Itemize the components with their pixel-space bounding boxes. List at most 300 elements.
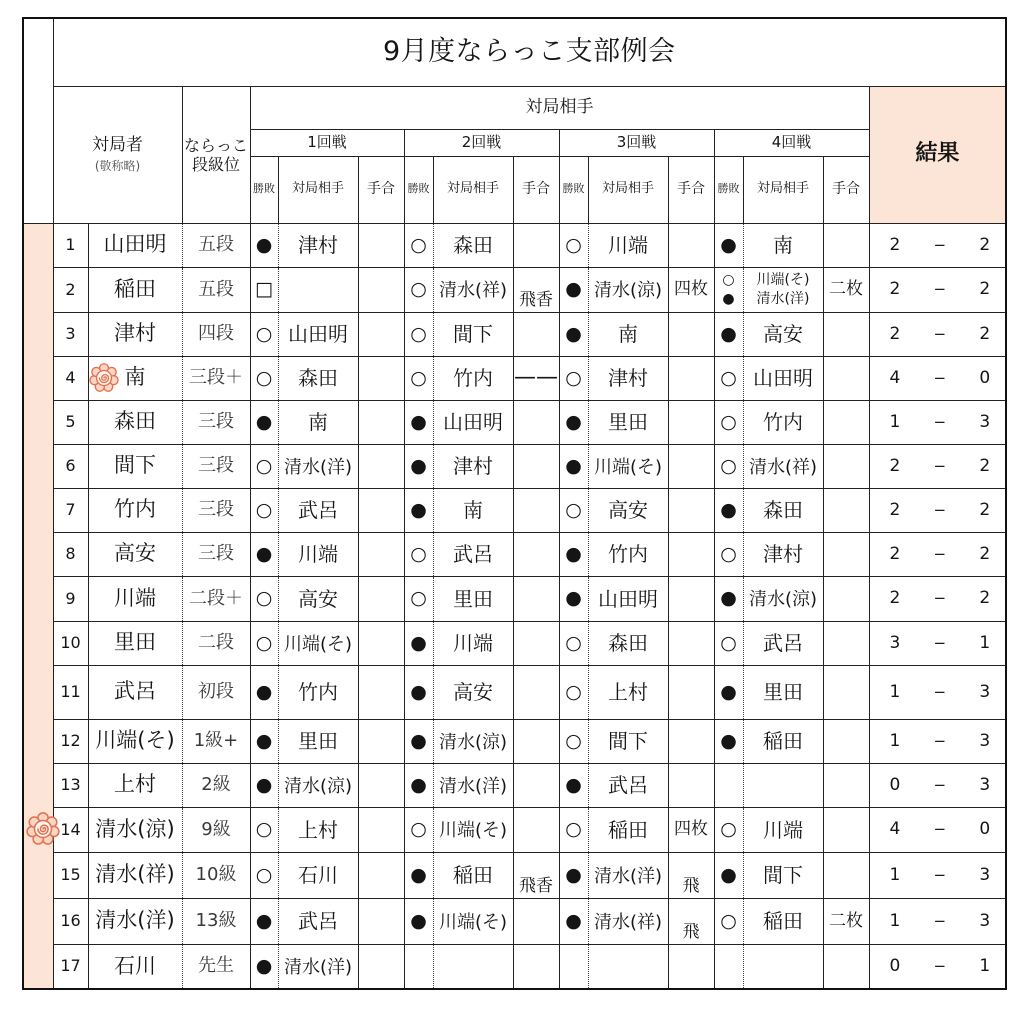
loss-count: 2 [979, 455, 991, 476]
game-handicap-cell [513, 312, 559, 356]
sub-header-handicap: 手合 [513, 156, 559, 223]
game-handicap-cell [668, 665, 714, 719]
game-opponent-cell [433, 400, 513, 444]
score-separator: − [933, 957, 947, 975]
game-handicap-cell [823, 576, 869, 621]
score [870, 501, 1006, 520]
game-handicap-cell [358, 400, 404, 444]
results-body [23, 223, 1006, 989]
player-name: 清水(祥) [95, 862, 175, 887]
player-number: 15 [53, 852, 88, 898]
loss-count: 2 [979, 323, 991, 344]
score-cell [869, 576, 1006, 621]
game-result-mark: ○ [255, 818, 273, 841]
loss-count: 3 [979, 864, 991, 885]
rank-header-line2: 段級位 [191, 154, 240, 174]
game-opponent-cell [278, 312, 358, 356]
game-result-mark: ○ [410, 366, 427, 389]
game-opponent: 山田明 [598, 586, 658, 611]
score-separator: − [933, 731, 947, 750]
game-opponent-cell [433, 719, 513, 763]
game-opponent-cell [588, 719, 668, 763]
loss-count: 3 [979, 730, 991, 751]
game-result-mark: ● [410, 729, 427, 752]
player-rank: 三段＋ [182, 356, 250, 400]
score-separator: − [933, 324, 947, 343]
player-rank: 二段 [182, 621, 250, 665]
game-result-cell [714, 267, 743, 312]
game-result-mark: ○ [720, 631, 737, 654]
game-handicap: 飛香 [519, 289, 553, 310]
game-result-cell [714, 763, 743, 807]
score-separator: − [933, 775, 947, 794]
score [870, 545, 1006, 564]
game-result-cell [250, 444, 278, 488]
opponents-header: 対局相手 [250, 86, 869, 129]
player-number: 17 [53, 944, 88, 989]
game-handicap-cell [513, 807, 559, 852]
game-handicap-cell [823, 807, 869, 852]
table-row [23, 312, 1006, 356]
table-row [23, 763, 1006, 807]
game-result-cell [559, 223, 588, 267]
game-result-cell [250, 719, 278, 763]
game-opponent: 武呂 [453, 542, 493, 566]
game-handicap-cell [513, 944, 559, 989]
win-count: 1 [889, 910, 901, 931]
game-opponent: 森田 [763, 498, 803, 522]
game-handicap-cell [668, 356, 714, 400]
game-result-mark: ● [255, 233, 273, 256]
win-count: 2 [889, 588, 901, 609]
game-handicap-cell [358, 488, 404, 532]
loss-count: 2 [979, 279, 991, 300]
player-name: 竹内 [114, 497, 156, 522]
game-result-cell [559, 852, 588, 898]
score-cell [869, 944, 1006, 989]
game-handicap-cell [513, 223, 559, 267]
score-cell [869, 898, 1006, 944]
score-separator: − [933, 544, 947, 563]
game-result-cell [250, 532, 278, 576]
player-name-cell [88, 532, 182, 576]
game-result-cell [559, 719, 588, 763]
score [870, 369, 1006, 388]
game-result-mark: ● [565, 410, 582, 433]
player-rank: 9級 [182, 807, 250, 852]
table-row [23, 223, 1006, 267]
round-4-header: 4回戦 [714, 129, 869, 156]
score-separator: − [933, 280, 947, 299]
game-opponent-cell [278, 763, 358, 807]
player-number: 5 [53, 400, 88, 444]
game-opponent: 石川 [298, 863, 338, 887]
game-opponent-cell [433, 356, 513, 400]
game-result-cell [559, 763, 588, 807]
game-opponent-cell [743, 356, 823, 400]
game-handicap-cell [823, 763, 869, 807]
game-result-mark: ○ [410, 322, 427, 345]
game-result-mark: ● [720, 587, 737, 610]
game-opponent: 森田 [298, 366, 338, 390]
player-name-cell [88, 719, 182, 763]
game-handicap-cell [668, 898, 714, 944]
score [870, 732, 1006, 751]
game-opponent-cell [278, 576, 358, 621]
player-number: 4 [53, 356, 88, 400]
player-name: 森田 [114, 409, 156, 434]
game-opponent: 津村 [608, 366, 648, 390]
game-handicap-cell [513, 267, 559, 312]
game-result-cell [404, 807, 433, 852]
game-result-mark: ○ [722, 271, 735, 288]
loss-count: 2 [979, 543, 991, 564]
loss-count: 3 [979, 910, 991, 931]
player-rank: 三段 [182, 400, 250, 444]
game-result-cell [714, 356, 743, 400]
player-name-cell [88, 444, 182, 488]
game-result-mark: ● [410, 773, 427, 796]
game-handicap-cell [668, 807, 714, 852]
page-title: 9月度ならっこ支部例会 [53, 18, 1006, 86]
win-count: 1 [889, 730, 901, 751]
game-opponent: 稲田 [453, 863, 493, 887]
game-result-mark: ● [565, 773, 582, 796]
game-opponent-cell [743, 898, 823, 944]
game-opponent: 武呂 [763, 631, 803, 655]
game-handicap-cell [668, 532, 714, 576]
game-result-cell [250, 898, 278, 944]
game-handicap-cell [358, 356, 404, 400]
player-rank: 2級 [182, 763, 250, 807]
game-opponent-cell [278, 223, 358, 267]
game-result-mark: ○ [255, 498, 273, 521]
win-count: 2 [889, 499, 901, 520]
game-result-mark: ○ [720, 410, 737, 433]
score-cell [869, 267, 1006, 312]
game-handicap-cell [823, 312, 869, 356]
score-cell [869, 223, 1006, 267]
win-count: 2 [889, 543, 901, 564]
game-result-cell [250, 356, 278, 400]
player-number: 16 [53, 898, 88, 944]
game-opponent: 清水(祥) [438, 280, 508, 302]
game-handicap-cell [668, 621, 714, 665]
player-number: 14 [53, 807, 88, 852]
game-opponent-cell [743, 444, 823, 488]
sub-header-handicap: 手合 [823, 156, 869, 223]
player-rank: 10級 [182, 852, 250, 898]
game-result-mark: ● [565, 454, 582, 477]
game-opponent: 清水(洋) [283, 456, 353, 478]
sub-header-opponent: 対局相手 [588, 156, 668, 223]
loss-count: 0 [979, 367, 991, 388]
player-name-cell [88, 665, 182, 719]
game-result-mark: ○ [565, 729, 582, 752]
game-opponent: 川端(そ) [756, 271, 810, 288]
table-row [23, 898, 1006, 944]
game-opponent: 山田明 [753, 366, 813, 390]
player-rank: 二段＋ [182, 576, 250, 621]
game-result-mark: ○ [565, 498, 582, 521]
game-opponent: 高安 [608, 498, 648, 522]
game-result-mark: ● [720, 322, 737, 345]
game-opponent-cell [278, 944, 358, 989]
game-handicap-cell [668, 852, 714, 898]
table-row [23, 621, 1006, 665]
game-opponent: 川端(そ) [283, 633, 353, 655]
game-handicap-cell [668, 223, 714, 267]
game-opponent-cell [433, 223, 513, 267]
sub-header-opponent: 対局相手 [433, 156, 513, 223]
game-handicap-cell [513, 719, 559, 763]
game-opponent: 高安 [453, 680, 493, 704]
player-name: 津村 [114, 321, 156, 346]
game-result-mark: □ [255, 278, 273, 301]
player-name-cell [88, 312, 182, 356]
game-result-cell [404, 223, 433, 267]
player-name-cell [88, 576, 182, 621]
game-result-mark: ○ [720, 909, 737, 932]
game-result-cell [714, 488, 743, 532]
game-opponent-cell [278, 719, 358, 763]
player-rank: 五段 [182, 223, 250, 267]
game-opponent: 清水(祥) [593, 911, 663, 933]
sub-header-result: 勝敗 [404, 156, 433, 223]
player-name-cell [88, 898, 182, 944]
game-opponent-cell [433, 944, 513, 989]
game-opponent: 清水(涼) [748, 589, 818, 611]
score-cell [869, 356, 1006, 400]
game-opponent: 南 [773, 233, 793, 257]
loss-count: 0 [979, 819, 991, 840]
flower-icon [26, 812, 60, 846]
game-result-cell [714, 576, 743, 621]
game-handicap-cell [358, 763, 404, 807]
score-separator: − [933, 820, 947, 839]
game-opponent: 清水(涼) [438, 731, 508, 753]
side-strip-header [23, 18, 53, 223]
player-name: 川端(そ) [95, 728, 175, 753]
score [870, 457, 1006, 476]
game-result-cell [404, 898, 433, 944]
game-result-cell [250, 312, 278, 356]
game-handicap: 飛 [682, 875, 700, 896]
player-rank: 三段 [182, 532, 250, 576]
score [870, 236, 1006, 255]
win-count: 0 [889, 774, 901, 795]
game-opponent: 間下 [763, 863, 803, 887]
game-result-mark: ○ [565, 631, 582, 654]
score-cell [869, 763, 1006, 807]
game-opponent-cell [278, 267, 358, 312]
score-separator: − [933, 456, 947, 475]
player-rank: 三段 [182, 488, 250, 532]
win-count: 2 [889, 323, 901, 344]
game-result-cell [250, 807, 278, 852]
game-result-mark: ● [565, 863, 582, 886]
flower-icon [89, 363, 119, 393]
game-opponent-cell [433, 665, 513, 719]
game-result-cell [714, 621, 743, 665]
game-handicap-cell [513, 621, 559, 665]
table-row [23, 944, 1006, 989]
game-opponent-cell [743, 400, 823, 444]
game-result-mark: ● [255, 773, 273, 796]
score-separator: − [933, 412, 947, 431]
game-opponent: 清水(洋) [593, 865, 663, 887]
game-handicap-cell [358, 267, 404, 312]
game-result-mark: ● [410, 454, 427, 477]
game-opponent: 津村 [763, 542, 803, 566]
game-result-cell [714, 807, 743, 852]
game-result-mark: ○ [410, 587, 427, 610]
win-count: 0 [889, 955, 901, 976]
game-opponent: 川端 [763, 817, 803, 842]
game-opponent: 清水(洋) [438, 775, 508, 797]
game-result-mark: ● [565, 587, 582, 610]
game-result-mark: ○ [720, 542, 737, 565]
player-name-cell [88, 223, 182, 267]
game-handicap-cell [823, 223, 869, 267]
game-opponent: 武呂 [298, 909, 338, 933]
game-opponent: 川端(そ) [593, 456, 663, 478]
game-handicap-cell [513, 898, 559, 944]
game-opponent: 川端 [298, 542, 338, 566]
game-handicap-cell [823, 944, 869, 989]
player-header-note: (敬称略) [94, 159, 141, 174]
game-opponent: 竹内 [453, 366, 493, 390]
game-handicap-cell [823, 665, 869, 719]
game-handicap-cell [668, 763, 714, 807]
game-result-cell [404, 400, 433, 444]
game-result-cell [559, 444, 588, 488]
game-result-cell [250, 852, 278, 898]
loss-count: 1 [979, 955, 991, 976]
game-opponent: 竹内 [298, 680, 338, 704]
game-result-mark: ○ [565, 818, 582, 841]
game-handicap: —— [514, 364, 558, 390]
game-handicap-cell [513, 763, 559, 807]
game-opponent-cell [433, 267, 513, 312]
game-result-cell [559, 400, 588, 444]
game-opponent-cell [278, 852, 358, 898]
game-opponent: 間下 [608, 729, 648, 753]
sub-header-result: 勝敗 [559, 156, 588, 223]
player-rank: 四段 [182, 312, 250, 356]
game-result-cell [714, 312, 743, 356]
game-opponent-cell [433, 807, 513, 852]
game-result-cell [559, 488, 588, 532]
rank-header [182, 86, 250, 223]
game-handicap-cell [513, 532, 559, 576]
player-name-cell [88, 852, 182, 898]
game-result-mark: ● [565, 322, 582, 345]
game-opponent-cell [588, 898, 668, 944]
game-opponent: 間下 [453, 322, 493, 346]
score [870, 325, 1006, 344]
win-count: 1 [889, 681, 901, 702]
game-opponent-cell [433, 312, 513, 356]
win-count: 4 [889, 819, 901, 840]
sub-header-result: 勝敗 [714, 156, 743, 223]
game-opponent-cell [588, 621, 668, 665]
player-name-cell [88, 488, 182, 532]
game-handicap-cell [358, 665, 404, 719]
score-cell [869, 807, 1006, 852]
game-opponent-cell [588, 665, 668, 719]
game-result-cell [559, 356, 588, 400]
game-result-mark: ○ [255, 366, 273, 389]
player-number: 2 [53, 267, 88, 312]
player-number: 1 [53, 223, 88, 267]
game-opponent: 川端 [453, 631, 493, 655]
game-result-mark: ○ [565, 233, 582, 256]
game-result-cell [714, 444, 743, 488]
player-number: 8 [53, 532, 88, 576]
game-result-cell [404, 944, 433, 989]
score [870, 634, 1006, 653]
player-name-cell [88, 621, 182, 665]
score-cell [869, 852, 1006, 898]
score-separator: − [933, 865, 947, 884]
player-name: 山田明 [103, 232, 167, 257]
game-result-mark: ● [255, 542, 273, 565]
table-row [23, 400, 1006, 444]
loss-count: 1 [979, 632, 991, 653]
game-result-cell [404, 763, 433, 807]
player-name: 南 [124, 365, 146, 390]
score [870, 683, 1006, 702]
loss-count: 2 [979, 499, 991, 520]
game-opponent-cell [743, 532, 823, 576]
win-count: 2 [889, 455, 901, 476]
game-handicap-cell [513, 400, 559, 444]
sub-header-opponent: 対局相手 [278, 156, 358, 223]
game-opponent-cell [433, 898, 513, 944]
game-handicap-cell [358, 719, 404, 763]
game-opponent-cell [433, 576, 513, 621]
game-result-cell [559, 807, 588, 852]
player-name: 清水(涼) [95, 816, 175, 841]
player-number: 7 [53, 488, 88, 532]
game-result-mark: ● [720, 729, 737, 752]
game-result-cell [559, 665, 588, 719]
game-result-mark: ● [565, 909, 582, 932]
game-opponent-cell [743, 576, 823, 621]
game-result-cell [714, 223, 743, 267]
game-result-cell [559, 944, 588, 989]
round-1-header: 1回戦 [250, 129, 404, 156]
game-handicap-cell [823, 532, 869, 576]
game-result-mark: ● [255, 729, 273, 752]
game-result-mark: ● [255, 410, 273, 433]
game-handicap-cell [668, 400, 714, 444]
player-rank: 先生 [182, 944, 250, 989]
player-name: 高安 [114, 541, 156, 566]
game-result-mark: ● [720, 233, 737, 256]
game-opponent-cell [588, 356, 668, 400]
table-row [23, 665, 1006, 719]
game-opponent: 山田明 [443, 410, 503, 434]
game-opponent-cell [433, 488, 513, 532]
round-2-header: 2回戦 [404, 129, 559, 156]
game-handicap-cell [358, 444, 404, 488]
game-handicap-cell [668, 719, 714, 763]
game-opponent-cell [433, 444, 513, 488]
game-result-mark: ○ [410, 233, 427, 256]
player-header-label: 対局者 [92, 134, 143, 155]
